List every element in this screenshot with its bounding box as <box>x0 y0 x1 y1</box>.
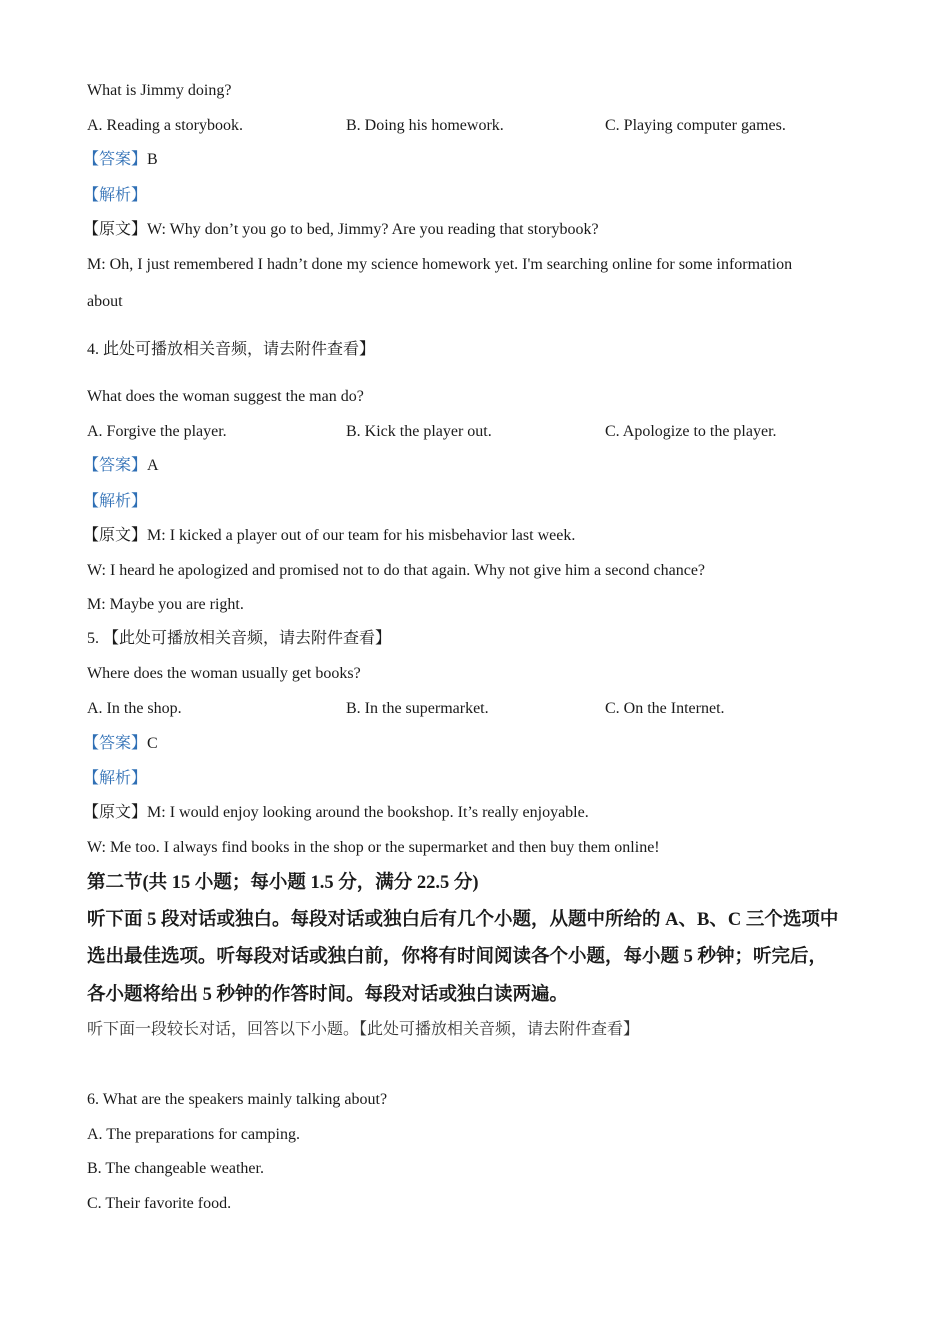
q3-transcript-line-1 <box>83 220 599 240</box>
q4-question: What does the woman suggest the man do? <box>87 388 364 405</box>
answer-label: 【答案】 <box>83 151 148 168</box>
q3-answer-value: B <box>147 151 158 168</box>
q3-answer-line <box>83 150 158 170</box>
q3-option-c: C. Playing computer games. <box>605 117 786 134</box>
q5-transcript-line-2: W: Me too. I always find books in the shop or the supermarket and then buy them online! <box>87 839 660 856</box>
q5-answer-value: C <box>147 735 158 752</box>
q4-option-c: C. Apologize to the player. <box>605 423 777 440</box>
q3-transcript-line-2: M: Oh, I just remembered I hadn’t done my science homework yet. I'm searching online for some information <box>87 256 793 273</box>
original-label: 【原文】 <box>83 804 148 821</box>
q4-header: 4. 此处可播放相关音频，请去附件查看】 <box>87 341 376 358</box>
q4-answer-value: A <box>147 457 159 474</box>
q3-option-b: B. Doing his homework. <box>346 117 504 134</box>
answer-label: 【答案】 <box>83 457 148 474</box>
q6-question: 6. What are the speakers mainly talking about? <box>87 1091 388 1108</box>
q4-transcript-text: M: I kicked a player out of our team for his misbehavior last week. <box>147 527 576 544</box>
q4-answer-line <box>83 456 159 476</box>
q5-question: Where does the woman usually get books? <box>87 665 361 682</box>
q3-question: What is Jimmy doing? <box>87 82 232 99</box>
q4-analysis-label: 【解析】 <box>83 493 148 510</box>
q6-option-b: B. The changeable weather. <box>87 1160 264 1177</box>
q4-transcript-line-3: M: Maybe you are right. <box>87 596 244 613</box>
q5-option-a: A. In the shop. <box>87 700 182 717</box>
q5-option-c: C. On the Internet. <box>605 700 725 717</box>
q3-analysis-label: 【解析】 <box>83 187 148 204</box>
q6-option-a: A. The preparations for camping. <box>87 1126 300 1143</box>
q5-transcript-line-1 <box>83 803 589 823</box>
section2-instructions-line-1: 听下面 5 段对话或独白。每段对话或独白后有几个小题，从题中所给的 A、B、C 三个选项中 <box>87 910 839 930</box>
q6-option-c: C. Their favorite food. <box>87 1195 232 1212</box>
section2-audio-note: 听下面一段较长对话，回答以下小题。【此处可播放相关音频，请去附件查看】 <box>87 1021 640 1038</box>
q5-answer-line <box>83 734 158 754</box>
q5-option-b: B. In the supermarket. <box>346 700 489 717</box>
section2-title: 第二节(共 15 小题；每小题 1.5 分，满分 22.5 分) <box>87 873 479 893</box>
q3-transcript-text: W: Why don’t you go to bed, Jimmy? Are you reading that storybook? <box>147 221 599 238</box>
q3-transcript-line-3: about <box>87 293 123 310</box>
original-label: 【原文】 <box>83 527 148 544</box>
q3-option-a: A. Reading a storybook. <box>87 117 243 134</box>
q4-option-a: A. Forgive the player. <box>87 423 227 440</box>
q4-transcript-line-1 <box>83 526 575 546</box>
q5-header: 5. 【此处可播放相关音频，请去附件查看】 <box>87 630 392 647</box>
answer-label: 【答案】 <box>83 735 148 752</box>
original-label: 【原文】 <box>83 221 148 238</box>
q4-option-b: B. Kick the player out. <box>346 423 492 440</box>
q5-analysis-label: 【解析】 <box>83 770 148 787</box>
section2-instructions-line-3: 各小题将给出 5 秒钟的作答时间。每段对话或独白读两遍。 <box>87 985 569 1005</box>
q4-transcript-line-2: W: I heard he apologized and promised not to do that again. Why not give him a second chance? <box>87 562 706 579</box>
section2-instructions-line-2: 选出最佳选项。听每段对话或独白前，你将有时间阅读各个小题，每小题 5 秒钟；听完后， <box>87 947 828 967</box>
q5-transcript-text: M: I would enjoy looking around the bookshop. It’s really enjoyable. <box>147 804 589 821</box>
